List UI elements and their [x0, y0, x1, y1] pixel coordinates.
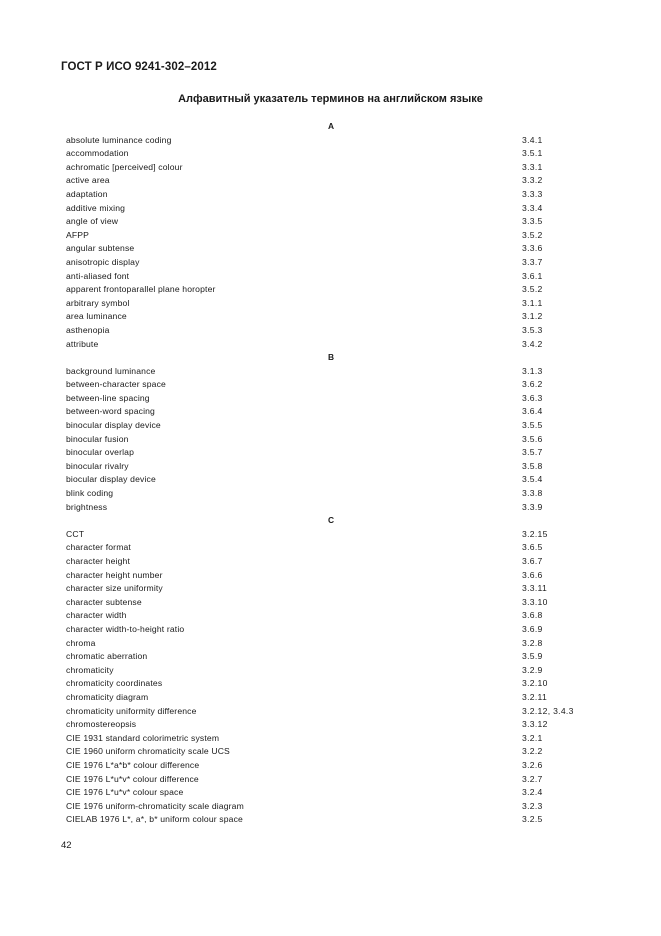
entry-term: CIE 1931 standard colorimetric system — [66, 732, 220, 743]
index-entry — [66, 215, 596, 229]
entry-term: additive mixing — [66, 202, 126, 213]
entry-term: character width-to-height ratio — [66, 623, 185, 634]
index-entry — [66, 229, 596, 243]
page-number: 42 — [61, 840, 72, 851]
index-entry — [66, 800, 596, 814]
entry-term: active area — [66, 175, 110, 186]
entry-ref: 3.2.8 — [522, 637, 543, 648]
index-entry — [66, 596, 596, 610]
entry-term: chromostereopsis — [66, 719, 137, 730]
entry-ref: 3.1.1 — [522, 297, 543, 308]
index-entry — [66, 541, 596, 555]
entry-ref: 3.3.3 — [522, 188, 543, 199]
entry-ref: 3.2.11 — [522, 691, 548, 702]
entry-term: binocular display device — [66, 420, 161, 431]
entry-term: CIE 1976 L*u*v* colour difference — [66, 773, 199, 784]
index-entry — [66, 759, 596, 773]
index-entry — [66, 623, 596, 637]
entry-term: chromaticity coordinates — [66, 678, 163, 689]
page-title: Алфавитный указатель терминов на английском языке — [178, 93, 483, 105]
entry-term: character format — [66, 542, 131, 553]
entry-ref: 3.4.2 — [522, 338, 543, 349]
index-entry — [66, 446, 596, 460]
entry-term: chromaticity uniformity difference — [66, 705, 197, 716]
entry-term: AFPP — [66, 229, 90, 240]
entry-term: angular subtense — [66, 243, 135, 254]
index-entry — [66, 283, 596, 297]
index-entry — [66, 705, 596, 719]
entry-term: absolute luminance coding — [66, 134, 172, 145]
index-entry — [66, 202, 596, 216]
entry-term: achromatic [perceived] colour — [66, 161, 183, 172]
entry-ref: 3.3.6 — [522, 243, 543, 254]
index-entry — [66, 487, 596, 501]
entry-term: anisotropic display — [66, 256, 140, 267]
entry-ref: 3.2.3 — [522, 800, 543, 811]
entry-term: CCT — [66, 528, 85, 539]
entry-term: chromaticity — [66, 664, 114, 675]
entry-term: asthenopia — [66, 324, 110, 335]
index-entry — [66, 419, 596, 433]
entry-term: character subtense — [66, 596, 142, 607]
entry-ref: 3.6.2 — [522, 379, 543, 390]
entry-ref: 3.6.6 — [522, 569, 543, 580]
index-entry — [66, 813, 596, 827]
entry-term: anti-aliased font — [66, 270, 130, 281]
entry-ref: 3.3.8 — [522, 488, 543, 499]
entry-term: between-word spacing — [66, 406, 155, 417]
entry-ref: 3.3.12 — [522, 719, 548, 730]
entry-term: between-character space — [66, 379, 166, 390]
entry-ref: 3.3.4 — [522, 202, 543, 213]
entry-term: binocular overlap — [66, 447, 134, 458]
index-entry — [66, 609, 596, 623]
index-entry — [66, 650, 596, 664]
index-entry — [66, 555, 596, 569]
entry-ref: 3.6.5 — [522, 542, 543, 553]
entry-ref: 3.3.7 — [522, 256, 543, 267]
index-entry — [66, 433, 596, 447]
entry-term: chromaticity diagram — [66, 691, 149, 702]
section-letter: A — [327, 121, 335, 131]
entry-ref: 3.2.9 — [522, 664, 543, 675]
index-entry — [66, 718, 596, 732]
entry-term: chroma — [66, 637, 96, 648]
entry-ref: 3.5.6 — [522, 433, 543, 444]
index-entry — [66, 732, 596, 746]
entry-ref: 3.3.1 — [522, 161, 543, 172]
entry-term: character size uniformity — [66, 583, 163, 594]
entry-term: accommodation — [66, 148, 129, 159]
entry-ref: 3.5.5 — [522, 420, 543, 431]
entry-term: character width — [66, 610, 127, 621]
entry-ref: 3.2.2 — [522, 746, 543, 757]
index-entry — [66, 691, 596, 705]
index-entry — [66, 473, 596, 487]
index-entry — [66, 242, 596, 256]
entry-ref: 3.1.3 — [522, 365, 543, 376]
entry-ref: 3.2.15 — [522, 528, 548, 539]
entry-ref: 3.5.2 — [522, 284, 543, 295]
index-entry — [66, 745, 596, 759]
entry-ref: 3.5.4 — [522, 474, 543, 485]
index-entry — [66, 324, 596, 338]
entry-ref: 3.3.10 — [522, 596, 548, 607]
entry-term: character height number — [66, 569, 163, 580]
index-entry — [66, 134, 596, 148]
index-entry — [66, 147, 596, 161]
entry-ref: 3.3.9 — [522, 501, 543, 512]
entry-term: biocular display device — [66, 474, 156, 485]
entry-term: background luminance — [66, 365, 156, 376]
entry-term: CIELAB 1976 L*, a*, b* uniform colour space — [66, 814, 243, 825]
index-entry — [66, 460, 596, 474]
entry-term: attribute — [66, 338, 99, 349]
index-entry — [66, 528, 596, 542]
index-entry — [66, 256, 596, 270]
entry-ref: 3.2.10 — [522, 678, 548, 689]
index-entry — [66, 270, 596, 284]
entry-ref: 3.5.9 — [522, 651, 543, 662]
index-entry — [66, 582, 596, 596]
index-entry — [66, 637, 596, 651]
entry-ref: 3.2.12, 3.4.3 — [522, 705, 574, 716]
entry-ref: 3.2.6 — [522, 759, 543, 770]
entry-term: CIE 1976 uniform-chromaticity scale diagram — [66, 800, 244, 811]
index-entry — [66, 338, 596, 352]
entry-term: apparent frontoparallel plane horopter — [66, 284, 216, 295]
entry-ref: 3.5.1 — [522, 148, 543, 159]
entry-ref: 3.6.8 — [522, 610, 543, 621]
index-entry — [66, 188, 596, 202]
entry-ref: 3.2.4 — [522, 787, 543, 798]
section-letter: C — [327, 515, 335, 526]
entry-term: binocular fusion — [66, 433, 129, 444]
entry-term: CIE 1976 L*u*v* colour space — [66, 787, 184, 798]
index-entry — [66, 773, 596, 787]
index-entry — [66, 405, 596, 419]
entry-term: between-line spacing — [66, 392, 150, 403]
entry-ref: 3.5.3 — [522, 324, 543, 335]
entry-term: angle of view — [66, 216, 119, 227]
index-entry — [66, 297, 596, 311]
entry-ref: 3.6.3 — [522, 392, 543, 403]
entry-ref: 3.6.9 — [522, 623, 543, 634]
entry-term: blink coding — [66, 488, 114, 499]
entry-ref: 3.6.4 — [522, 406, 543, 417]
index-entry — [66, 786, 596, 800]
entry-ref: 3.4.1 — [522, 134, 543, 145]
document-code: ГОСТ Р ИСО 9241-302–2012 — [61, 61, 217, 73]
index-entry — [66, 310, 596, 324]
entry-ref: 3.5.2 — [522, 229, 543, 240]
index-entry — [66, 174, 596, 188]
section-letter: B — [327, 352, 335, 363]
index-entry — [66, 365, 596, 379]
entry-term: CIE 1976 L*a*b* colour difference — [66, 759, 200, 770]
index-entry — [66, 378, 596, 392]
entry-ref: 3.5.7 — [522, 447, 543, 458]
entry-ref: 3.6.1 — [522, 270, 543, 281]
entry-term: adaptation — [66, 188, 108, 199]
entry-term: arbitrary symbol — [66, 297, 130, 308]
entry-ref: 3.5.8 — [522, 460, 543, 471]
index-entry — [66, 161, 596, 175]
entry-ref: 3.2.5 — [522, 814, 543, 825]
index-entry — [66, 501, 596, 515]
entry-ref: 3.2.7 — [522, 773, 543, 784]
entry-term: area luminance — [66, 311, 127, 322]
index-entry — [66, 392, 596, 406]
index-entry — [66, 677, 596, 691]
entry-ref: 3.3.11 — [522, 583, 548, 594]
index-entry — [66, 664, 596, 678]
entry-ref: 3.6.7 — [522, 556, 543, 566]
entry-ref: 3.1.2 — [522, 311, 543, 322]
term-index — [66, 120, 596, 827]
entry-ref: 3.2.1 — [522, 732, 543, 743]
entry-term: binocular rivalry — [66, 460, 129, 471]
entry-term: brightness — [66, 501, 108, 512]
entry-ref: 3.3.2 — [522, 175, 543, 186]
index-entry — [66, 569, 596, 583]
entry-term: chromatic aberration — [66, 651, 148, 662]
entry-term: CIE 1960 uniform chromaticity scale UCS — [66, 746, 230, 757]
entry-term: character height — [66, 556, 131, 566]
entry-ref: 3.3.5 — [522, 216, 543, 227]
